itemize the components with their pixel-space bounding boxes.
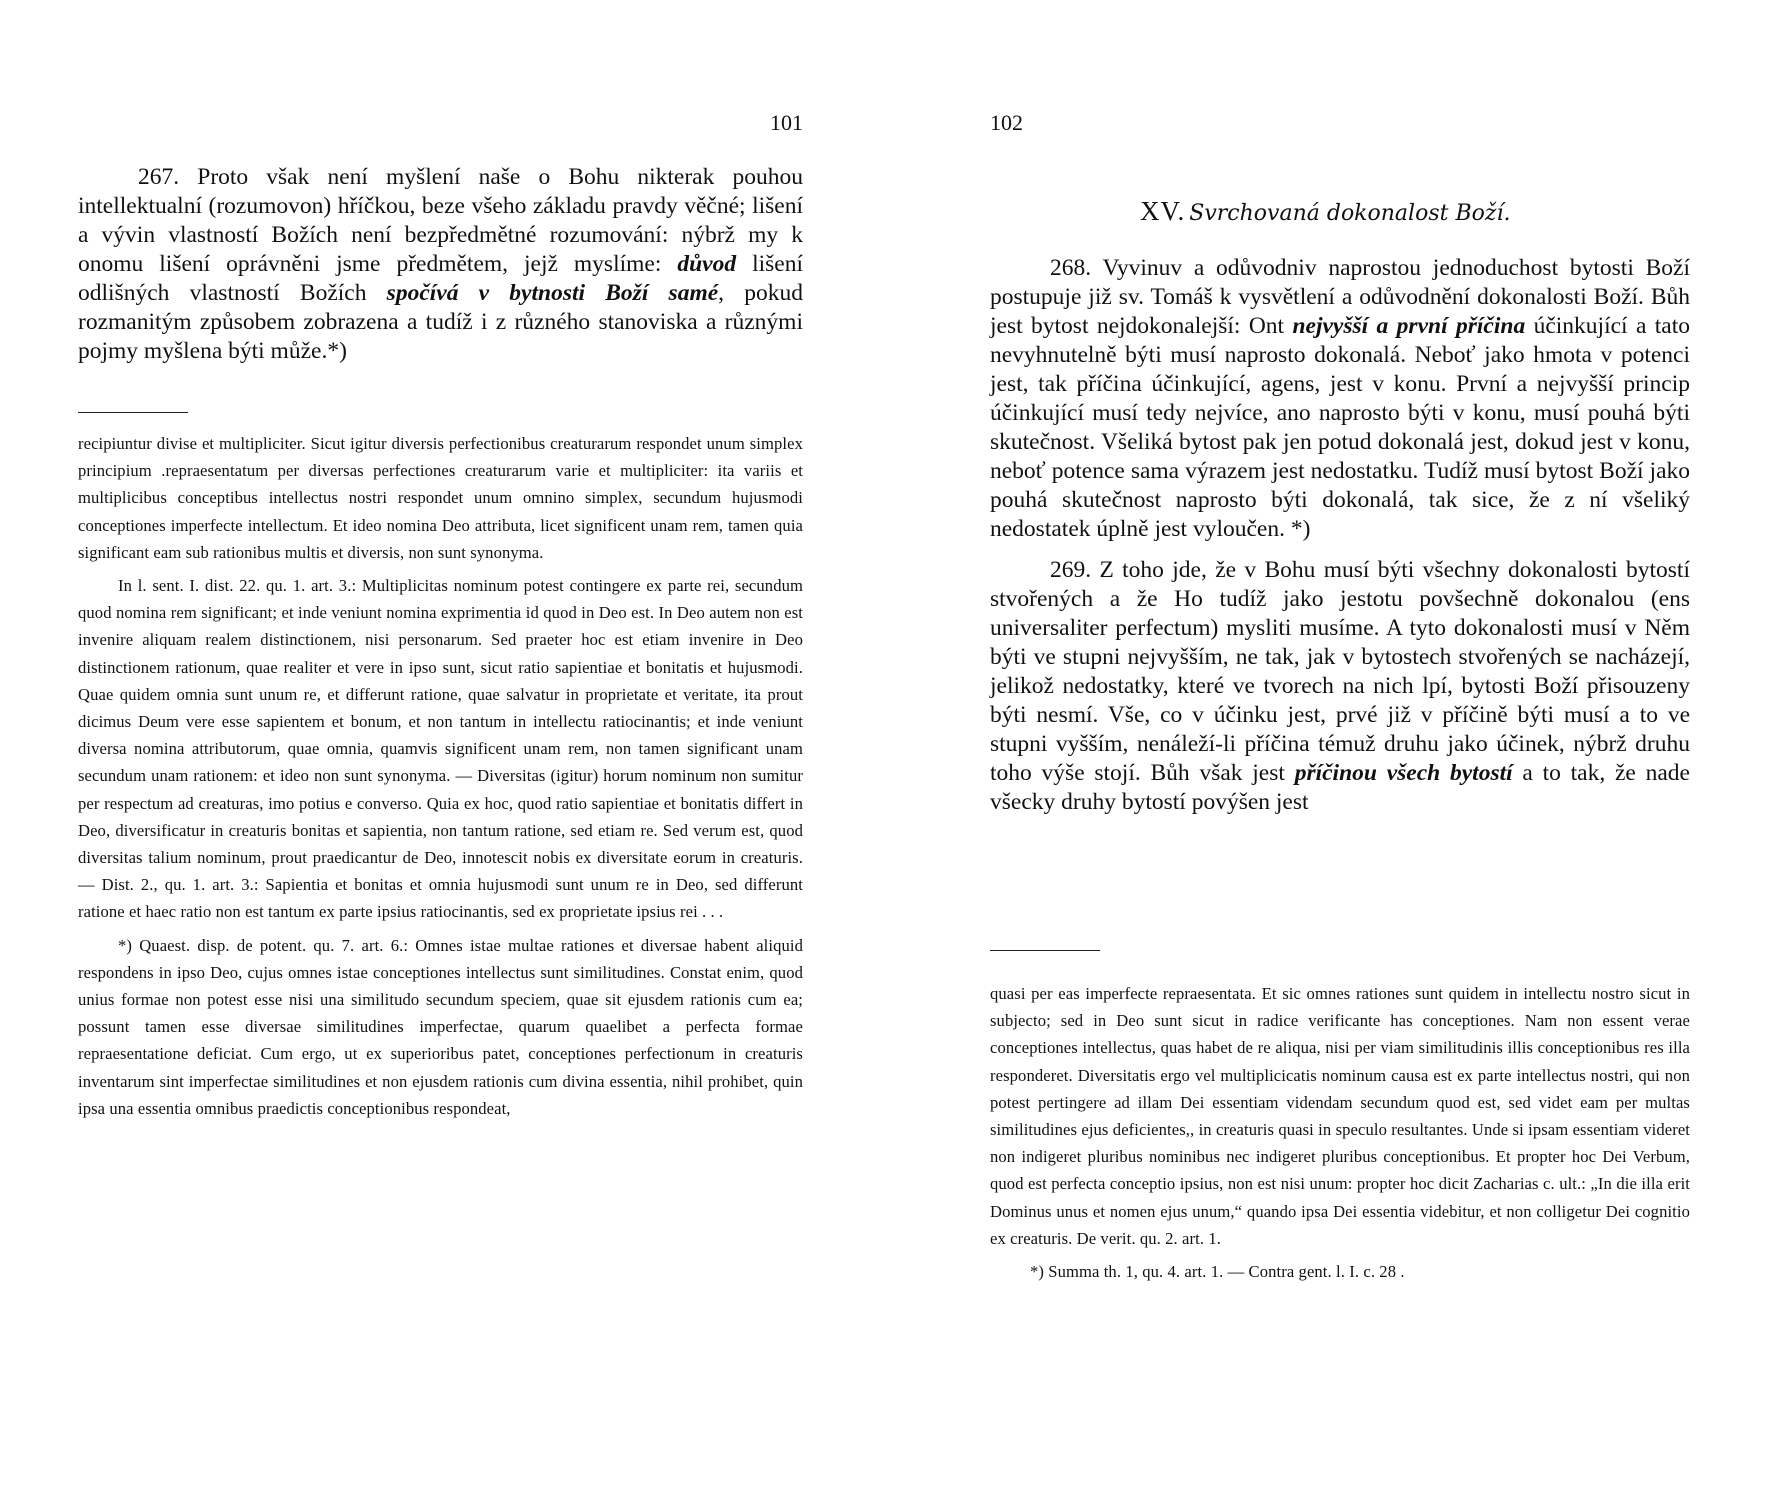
paragraph-269: 269. Z toho jde, že v Bohu musí býti všechny dokonalosti bytostí stvořených a že Ho tudíž jako jestotu povšechně dokonalou (ens universaliter perfectum) mysliti musíme. A tyto dokonalosti musí v Něm býti ve stupni nejvyšším, ne tak, jak v bytostech stvořených se nacházejí, jelikož nedostatky, které ve tvorech na nich lpí, bytosti Boží přisouzeny býti nesmí. Vše, co v účinku jest, prvé již v příčině býti musí a to ve stupni vyšším, nenáleží-li příčina témuž druhu jako účinek, nýbrž druhu toho výše stojí. Bůh však jest příčinou všech bytostí a to tak, že nade všecky druhy bytostí povýšen jest — [990, 557, 1690, 815]
main-text — [78, 163, 803, 366]
page-number: 101 — [770, 110, 803, 135]
chapter-heading — [1140, 196, 1510, 227]
footnote-asterisk: *) Summa th. 1, qu. 4. art. 1. — Contra gent. l. I. c. 28 . — [1030, 1262, 1405, 1282]
footnote-asterisk: *) Quaest. disp. de potent. qu. 7. art. 6.: Omnes istae multae rationes et diversae habent aliquid respondens in ipso Deo, cujus omnes istae conceptiones intellectus sunt similitudines. Constat enim, quod unius formae non potest esse nisi una similitudo secundum speciem, quae sit ejusdem rationis cum ea; possunt tamen esse diversae similitudines imperfectae, quarum quaelibet a perfecta formae repraesentatione deficiat. Cum ergo, ut ex superioribus patet, conceptiones perfectionum in creaturis inventarum sint imperfectae similitudines et non ejusdem rationis cum divina essentia, nihil prohibet, quin ipsa una essentia omnibus praedictis conceptionibus respondeat, — [78, 935, 803, 1118]
footnotes — [990, 980, 1690, 1285]
page-number: 102 — [990, 110, 1023, 135]
main-text — [990, 254, 1690, 817]
chapter-number: XV. — [1140, 196, 1186, 226]
right-page — [990, 0, 1690, 1500]
footnotes — [78, 430, 803, 1122]
chapter-title: Svrchovaná dokonalost Boží. — [1189, 201, 1511, 226]
footnote-continuation: recipiuntur divise et multipliciter. Sicut igitur diversis perfectionibus creaturarum respondet unum simplex principium .repraesentatum per diversas perfectiones creaturarum varie et multipliciter: ita variis et multiplicibus conceptibus intellectus nostri respondet unum omnino simplex, secundum hujusmodi conceptiones imperfecte intellectum. Et ideo nomina Deo attributa, licet significent unam rem, tamen quia significant eam sub rationibus multis et diversis, non sunt synonyma. — [78, 434, 803, 562]
footnote-continuation: quasi per eas imperfecte repraesentata. Et sic omnes rationes sunt quidem in intellectu nostro sicut in subjecto; sed in Deo sunt sicut in radice verificante has conceptiones. Nam non essent verae conceptiones intellectus, quas habet de re aliqua, nisi per viam similitudinis illis conceptionibus res illa responderet. Diversitatis ergo vel multiplicicatis nominum causa est ex parte intellectus nostri, qui non potest pertingere ad illam Dei essentiam videndam secundum quod est, sed videt eam per multas similitudines ejus deficientes,, in creaturis quasi in speculo resultantes. Unde si ipsam essentiam videret non indigeret pluribus nominibus nec indigeret pluribus conceptionibus. Et propter hoc Dei Verbum, quod est perfecta conceptio ipsius, non est nisi unum: propter hoc dicit Zacharias c. ult.: „In die illa erit Dominus unus et nomen ejus unum,“ quando ipsa Dei essentia videbitur, et non colligetur Dei cognitio ex creaturis. De verit. qu. 2. art. 1. — [990, 984, 1690, 1248]
footnote-divider — [990, 950, 1100, 951]
paragraph-267: 267. Proto však není myšlení naše o Bohu nikterak pouhou intellektualní (rozumovon) hříčkou, beze všeho základu pravdy věčné; lišení a vývin vlastností Božích není bezpředmětné rozumování: nýbrž my k onomu lišení oprávněni jsme předmětem, jejž myslíme: důvod lišení odlišných vlastností Božích spočívá v bytnosti Boží samé, pokud rozmanitým způsobem zobrazena a tudíž i z různého stanoviska a různými pojmy myšlena býti může.*) — [78, 164, 804, 364]
footnote-divider — [78, 412, 188, 413]
footnote-citation: In l. sent. I. dist. 22. qu. 1. art. 3.: Multiplicitas nominum potest contingere ex parte rei, secundum quod nomina rem significant; et inde veniunt nomina exprimentia id quod in Deo est. In Deo autem non est invenire aliquam realem distinctionem, nisi personarum. Sed praeter hoc est etiam invenire in Deo distinctionem rationum, quae realiter et vere in ipso sunt, sicut ratio sapientiae et bonitatis et hujusmodi. Quae quidem omnia sunt unum re, et differunt ratione, quae salvatur in proprietate et veritate, ita prout dicimus Deum vere esse sapientem et bonum, et non tantum in intellectu ratiocinantis; et inde veniunt diversa nomina attributorum, quae omnia, quamvis significent unam rem, non tamen significant unam secundum unam rationem: et ideo non sunt synonyma. — Diversitas (igitur) horum nominum non sumitur per respectum ad creaturas, imo potius e converso. Quia ex hoc, quod ratio sapientiae et bonitatis differt in Deo, diversificatur in creaturis bonitas et sapientia, non tantum ratione, sed etiam re. Sed verum est, quod diversitas talium nominum, prout praedicantur de Deo, innotescit nobis ex diversitate eorum in creaturis. — Dist. 2., qu. 1. art. 3.: Sapientia et bonitas et omnia hujusmodi sunt unum re in Deo, sed differunt ratione et haec ratio non est tantum ex parte ipsius ratiocinantis, sed ex proprietate ipsius rei . . . — [78, 576, 803, 922]
left-page — [78, 0, 803, 1500]
paragraph-268: 268. Vyvinuv a odůvodniv naprostou jednoduchost bytosti Boží postupuje již sv. Tomáš k vysvětlení a odůvodnění dokonalosti Boží. Bůh jest bytost nejdokonalejší: Ont nejvyšší a první příčina účinkující a tato nevyhnutelně býti musí naprosto dokonalá. Neboť jako hmota v potenci jest, tak příčina účinkující, agens, jest v konu. První a nejvyšší princip účinkující musí tedy nejvíce, ano naprosto býti v konu, musí pouhá býti skutečnost. Všeliká bytost pak jen potud dokonalá jest, dokud jest v konu, neboť potence sama výrazem jest nedostatku. Tudíž musí bytost Boží jako pouhá skutečnost naprosto býti dokonalá, tak sice, že z ní všeliký nedostatek úplně jest vyloučen. *) — [990, 255, 1690, 542]
